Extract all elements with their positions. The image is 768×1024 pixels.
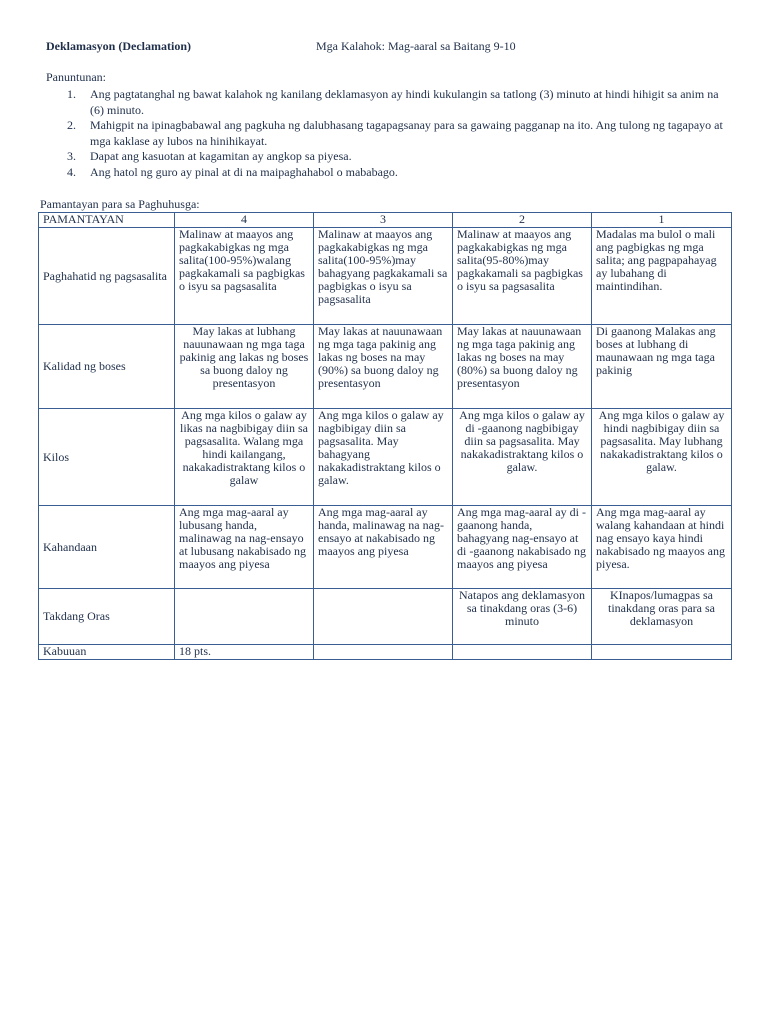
rule-text: Mahigpit na ipinagbabawal ang pagkuha ng dalubhasang tagapagsanay para sa gawaing pagganap na ito. Ang tulong ng tagapayo at mga kaklase ay lubos na hinihikayat. (90, 118, 723, 148)
rubric-header-row (39, 213, 732, 228)
rubric-cell: Ang mga mag-aaral ay lubusang handa, malinawag na nag-ensayo at lubusang nakabisado ng maayos ang piyesa (175, 506, 314, 589)
participants-label: Mga Kalahok: Mag-aaral sa Baitang 9-10 (316, 39, 516, 53)
rule-item (46, 149, 726, 165)
rule-number: 2. (67, 118, 76, 132)
rubric-row (39, 589, 732, 645)
total-value: 18 pts. (175, 645, 314, 660)
rule-item (46, 87, 726, 118)
criterion-label: Paghahatid ng pagsasalita (39, 228, 175, 325)
rubric-row (39, 325, 732, 409)
rubric-cell: Malinaw at maayos ang pagkakabigkas ng mga salita(100-95%)walang pagkakamali sa pagbigkas o isyu sa pagsasalita (175, 228, 314, 325)
rubric-cell: Madalas ma bulol o mali ang pagbigkas ng mga salita; ang pagpapahayag ay lubahang di maintindihan. (592, 228, 732, 325)
rule-item (46, 165, 726, 181)
rules-list (46, 87, 726, 180)
rule-text: Ang pagtatanghal ng bawat kalahok ng kanilang deklamasyon ay hindi kukulangin sa tatlong (3) minuto at hindi hihigit sa anim na (6) minuto. (90, 87, 719, 117)
header-cell-score-2: 2 (453, 213, 592, 228)
header-cell-score-4: 4 (175, 213, 314, 228)
rubric-row (39, 506, 732, 589)
rule-number: 4. (67, 164, 76, 179)
rule-number: 3. (67, 149, 76, 163)
rule-number: 1. (67, 87, 76, 101)
criterion-label: Kilos (39, 409, 175, 506)
rubric-cell: Ang mga kilos o galaw ay di -gaanong nagbibigay diin sa pagsasalita. May nakakadistraktang kilos o galaw. (453, 409, 592, 506)
rubric-cell: Ang mga kilos o galaw ay likas na nagbibigay diin sa pagsasalita. Walang mga hindi kailangang, nakakadistraktang kilos o galaw (175, 409, 314, 506)
rubric-cell (453, 645, 592, 660)
rules-heading: Panuntunan: (46, 70, 106, 84)
criterion-label: Kahandaan (39, 506, 175, 589)
rubric-cell: May lakas at nauunawaan ng mga taga pakinig ang lakas ng boses na may (90%) sa buong daloy ng presentasyon (314, 325, 453, 409)
criteria-heading: Pamantayan para sa Paghuhusga: (40, 197, 200, 211)
rubric-cell (314, 589, 453, 645)
criterion-label: Kalidad ng boses (39, 325, 175, 409)
rubric-cell (314, 645, 453, 660)
rubric-cell: May lakas at nauunawaan ng mga taga pakinig ang lakas ng boses na may (80%) sa buong daloy ng presentasyon (453, 325, 592, 409)
rubric-cell: Ang mga mag-aaral ay di -gaanong handa, bahagyang nag-ensayo at di -gaanong nakabisado ng maayos ang piyesa (453, 506, 592, 589)
header-cell-criteria: PAMANTAYAN (39, 213, 175, 228)
document-header (46, 39, 736, 55)
header-cell-score-1: 1 (592, 213, 732, 228)
rubric-cell: Ang mga kilos o galaw ay nagbibigay diin sa pagsasalita. May bahagyang nakakadistraktang kilos o galaw. (314, 409, 453, 506)
rubric-row (39, 228, 732, 325)
document-title: Deklamasyon (Declamation) (46, 39, 191, 53)
rubric-cell (175, 589, 314, 645)
rubric-cell: Ang mga mag-aaral ay walang kahandaan at hindi nag ensayo kaya hindi nakabisado ng maayos ang piyesa. (592, 506, 732, 589)
rubric-row (39, 409, 732, 506)
rubric-cell: Natapos ang deklamasyon sa tinakdang oras (3-6) minuto (453, 589, 592, 645)
rubric-table (38, 212, 732, 660)
rubric-total-row (39, 645, 732, 660)
rubric-cell: Malinaw at maayos ang pagkakabigkas ng mga salita(95-80%)may pagkakamali sa pagbigkas o isyu sa pagsasalita (453, 228, 592, 325)
rubric-cell: Ang mga mag-aaral ay handa, malinawag na nag-ensayo at nakabisado ng maayos ang piyesa (314, 506, 453, 589)
rubric-cell: KInapos/lumagpas sa tinakdang oras para sa deklamasyon (592, 589, 732, 645)
rubric-cell (592, 645, 732, 660)
rule-text: Dapat ang kasuotan at kagamitan ay angkop sa piyesa. (90, 149, 352, 163)
rubric-cell: May lakas at lubhang nauunawaan ng mga taga pakinig ang lakas ng boses sa buong daloy ng presentasyon (175, 325, 314, 409)
rubric-cell: Di gaanong Malakas ang boses at lubhang di maunawaan ng mga taga pakinig (592, 325, 732, 409)
rubric-cell: Ang mga kilos o galaw ay hindi nagbibigay diin sa pagsasalita. May lubhang nakakadistraktang kilos o galaw. (592, 409, 732, 506)
criterion-label: Takdang Oras (39, 589, 175, 645)
rule-item (46, 118, 726, 149)
rule-text: Ang hatol ng guro ay pinal at di na maipaghahabol o mababago. (90, 164, 398, 179)
total-label: Kabuuan (39, 645, 175, 660)
rubric-cell: Malinaw at maayos ang pagkakabigkas ng mga salita(100-95%)may bahagyang pagkakamali sa pagbigkas o isyu sa pagsasalita (314, 228, 453, 325)
header-cell-score-3: 3 (314, 213, 453, 228)
